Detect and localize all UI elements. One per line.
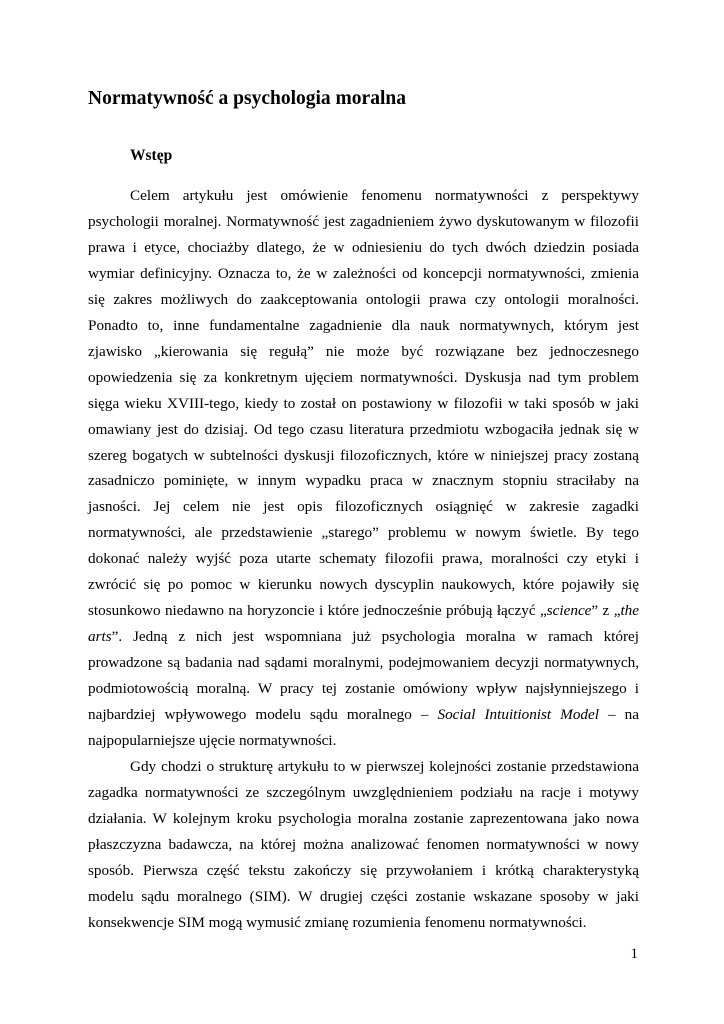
- document-title: Normatywność a psychologia moralna: [88, 88, 406, 109]
- paragraph-1-text-part-1: Celem artykułu jest omówienie fenomenu normatywności z perspektywy psychologii moralnej. Normatywność jest zagadnieniem żywo dyskutowanym w filozofii prawa i etyce, chociażby dlatego, że w odniesieniu do tych dwóch dziedzin posiada wymiar definicyjny. Oznacza to, że w zależności od koncepcji normatywności, zmienia się zakres możliwych do zaakceptowania ontologii prawa czy ontologii moralności. Ponadto to, inne fundamentalne zagadnienie dla nauk normatywnych, którym jest zjawisko „kierowania się regułą” nie może być rozwiązane bez jednoczesnego opowiedzenia się za konkretnym ujęciem normatywności. Dyskusja nad tym problem sięga wieku XVIII-tego, kiedy to został on postawiony w filozofii w taki sposób w jaki omawiany jest do dzisiaj. Od tego czasu literatura przedmiotu wzbogaciła jednak się w szereg bogatych w subtelności dyskusji filozoficznych, które w niniejszej pracy zostaną zasadniczo pominięte, w innym wypadku praca w znacznym stopniu straciłaby na jasności. Jej celem nie jest opis filozoficznych osiągnięć w zakresie zagadki normatywności, ale przedstawienie „starego” problemu w nowym świetle. By tego dokonać należy wyjść poza utarte schematy filozofii prawa, moralności czy etyki i zwrócić się po pomoc w kierunku nowych dyscyplin naukowych, które pojawiły się stosunkowo niedawno na horyzoncie i które jednocześnie próbują łączyć „: [88, 187, 639, 620]
- paragraph-1-text-part-4: – na najpopularniejsze ujęcie normatywności.: [88, 706, 640, 750]
- italic-term-science: science: [546, 602, 592, 620]
- section-heading-introduction: Wstęp: [130, 147, 173, 164]
- paragraph-1-text-part-2: ” z „: [591, 602, 621, 620]
- paragraph-1-text-part-3: ”. Jedną z nich jest wspomniana już psychologia moralna w ramach której prowadzone są badania nad sądami moralnymi, podejmowaniem decyzji normatywnych, podmiotowością moralną. W pracy tej zostanie omówiony wpływ najsłynniejszego i najbardziej wpływowego modelu sądu moralnego –: [88, 628, 639, 724]
- paragraph-introduction-2: Gdy chodzi o strukturę artykułu to w pierwszej kolejności zostanie przedstawiona zagadka normatywności ze szczególnym uwzględnieniem podziału na racje i motywy działania. W kolejnym kroku psychologia moralna zostanie zaprezentowana jako nowa płaszczyzna badawcza, na której można analizować fenomen normatywności w nowy sposób. Pierwsza część tekstu zakończy się przywołaniem i krótką charakterystyką modelu sądu moralnego (SIM). W drugiej części zostanie wskazane sposoby w jaki konsekwencje SIM mogą wymusić zmianę rozumienia fenomenu normatywności.: [88, 757, 639, 931]
- paragraph-introduction-1: [88, 183, 639, 754]
- italic-term-social-intuitionist-model: Social Intuitionist Model: [437, 706, 599, 724]
- italic-term-the-arts: the arts: [88, 602, 639, 646]
- page-number: 1: [630, 946, 638, 962]
- document-body: [88, 183, 639, 936]
